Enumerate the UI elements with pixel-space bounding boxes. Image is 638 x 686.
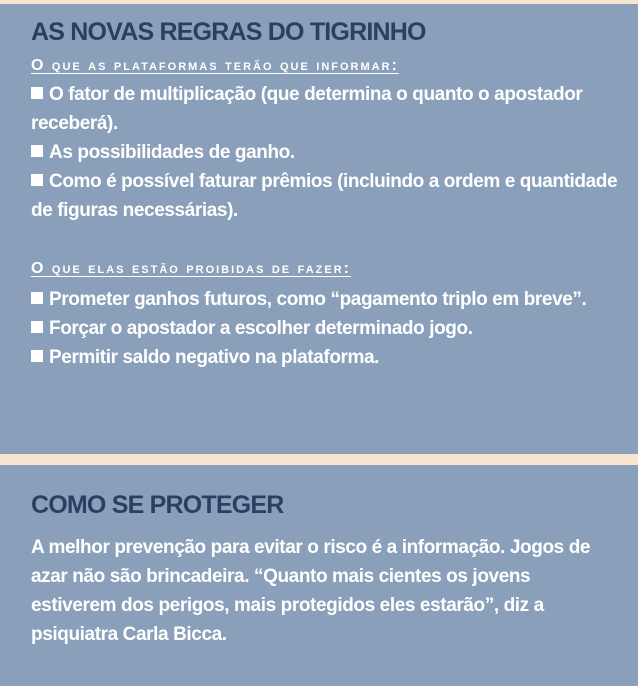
rules-title: AS NOVAS REGRAS DO TIGRINHO	[31, 18, 426, 46]
protection-paragraph: A melhor prevenção para evitar o risco é a informação. Jogos de azar não são brincadeira. “Quanto mais cientes os jovens estiverem dos perigos, mais protegidos eles estarão”, diz a psiquiatra Carla Bicca.	[31, 537, 591, 645]
must-inform-list	[31, 80, 618, 225]
subhead-must-inform	[31, 56, 618, 76]
list-item: Forçar o apostador a escolher determinado jogo.	[31, 314, 618, 343]
subhead-must-inform-text: O que as plataformas terão que informar:	[31, 57, 399, 74]
square-bullet-icon	[31, 145, 43, 157]
square-bullet-icon	[31, 292, 43, 304]
subhead-prohibited	[31, 259, 618, 279]
list-item: As possibilidades de ganho.	[31, 138, 618, 167]
list-item: O fator de multiplicação (que determina o quanto o apostador receberá).	[31, 84, 583, 134]
rules-box	[0, 4, 638, 454]
list-item: Prometer ganhos futuros, como “pagamento triplo em breve”.	[31, 285, 618, 314]
square-bullet-icon	[31, 174, 43, 186]
list-item: Permitir saldo negativo na plataforma.	[31, 343, 618, 372]
subhead-prohibited-text: O que elas estão proibidas de fazer:	[31, 260, 351, 277]
prohibited-list	[31, 285, 618, 372]
square-bullet-icon	[31, 87, 43, 99]
square-bullet-icon	[31, 321, 43, 333]
square-bullet-icon	[31, 350, 43, 362]
protection-title: COMO SE PROTEGER	[31, 491, 284, 519]
protection-box	[0, 465, 638, 686]
list-item: Como é possível faturar prêmios (incluindo a ordem e quantidade de figuras necessárias).	[31, 171, 618, 221]
